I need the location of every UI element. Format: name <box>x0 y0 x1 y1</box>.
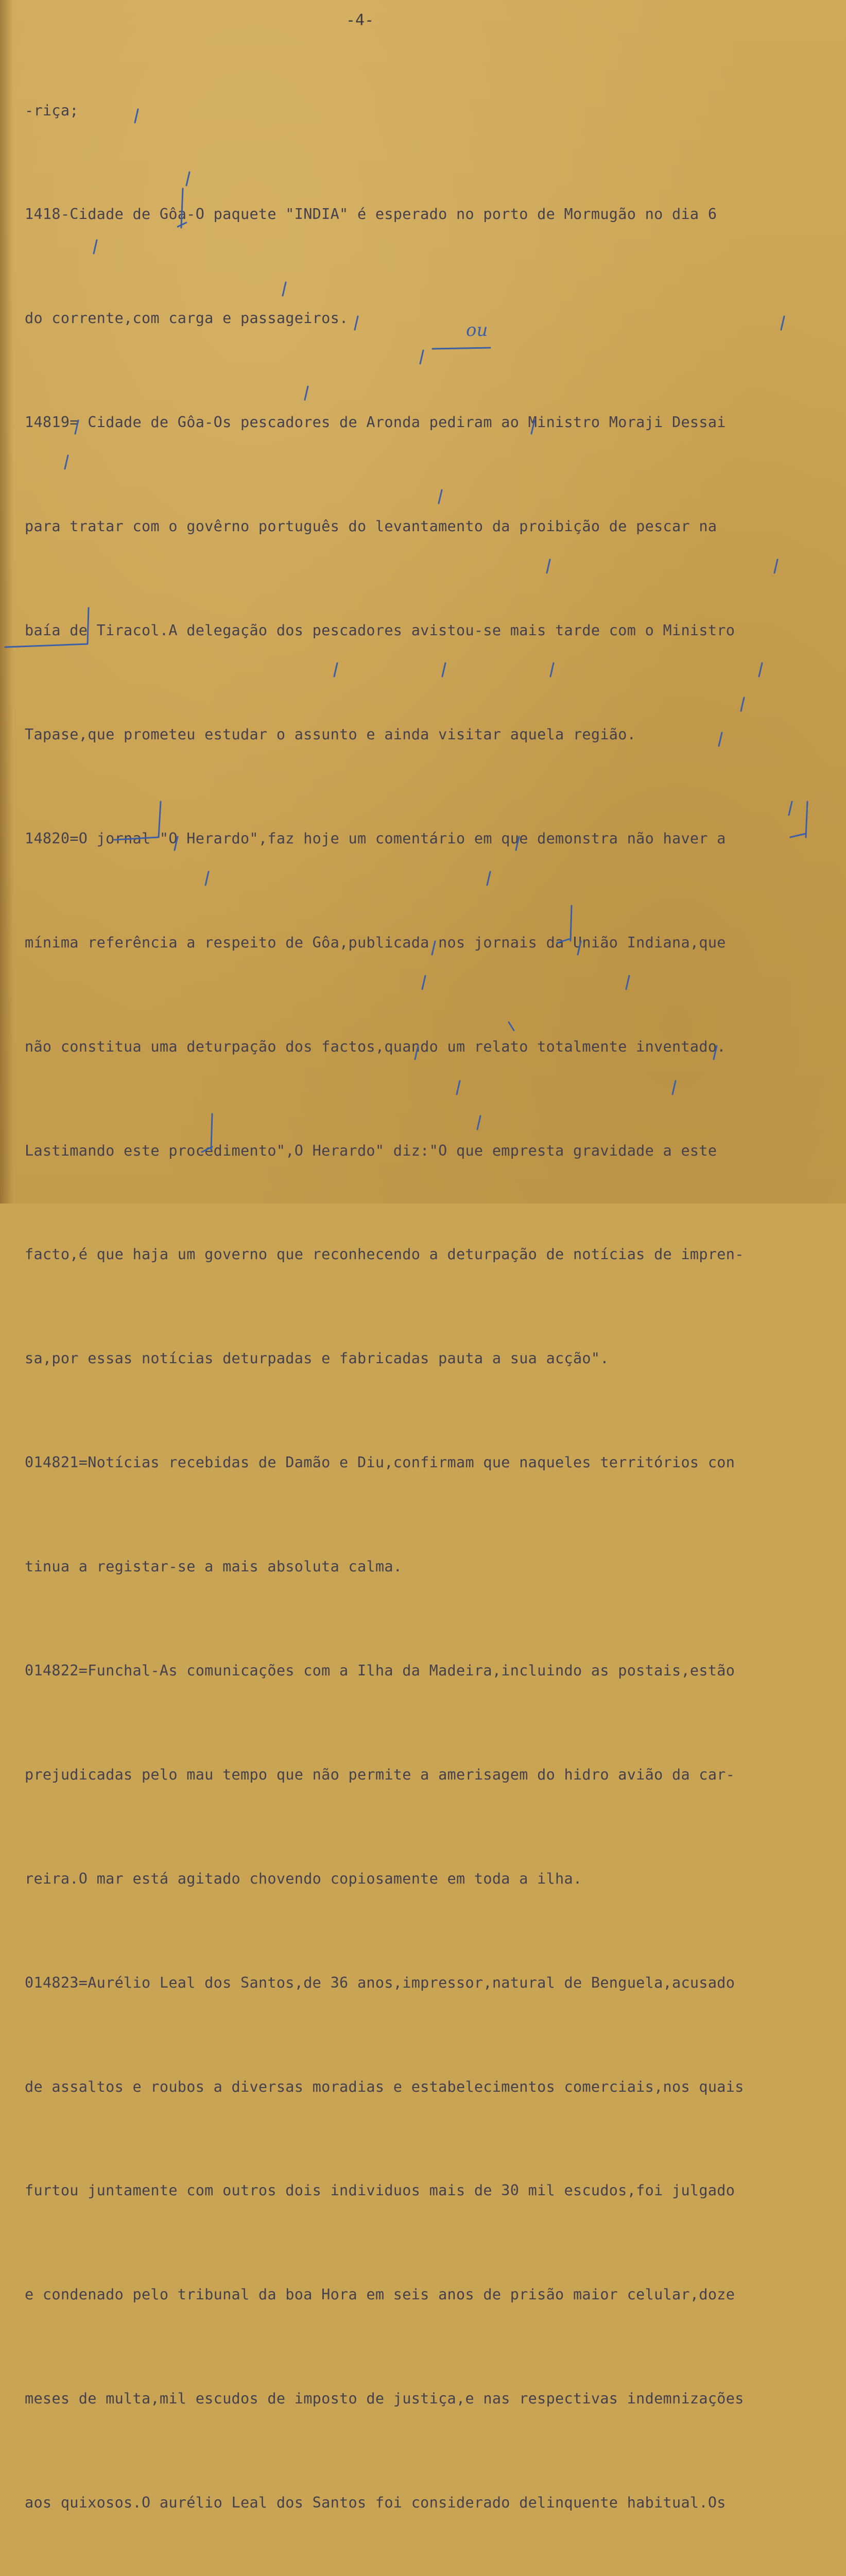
text-line: meses de multa,mil escudos de imposto de justiça,e nas respectivas indemnizações <box>25 2390 744 2408</box>
text-line: sa,por essas notícias deturpadas e fabricadas pauta a sua acção". <box>25 1350 609 1367</box>
text-line: reira.O mar está agitado chovendo copiosamente em toda a ilha. <box>25 1870 582 1887</box>
text-line: Tapase,que prometeu estudar o assunto e ainda visitar aquela região. <box>25 725 636 743</box>
text-line: 14820=O jornal "O Herardo",faz hoje um comentário em que demonstra não haver a <box>25 829 726 847</box>
text-line: 014823=Aurélio Leal dos Santos,de 36 anos,impressor,natural de Benguela,acusado <box>25 1974 735 1991</box>
text-line: 1418-Cidade de Gôa-O paquete "INDIA" é esperado no porto de Mormugão no dia 6 <box>25 206 717 223</box>
typed-text-body <box>25 24 838 2576</box>
text-line: prejudicadas pelo mau tempo que não permite a amerisagem do hidro avião da car- <box>25 1766 735 1783</box>
text-line: e condenado pelo tribunal da boa Hora em seis anos de prisão maior celular,doze <box>25 2286 735 2303</box>
text-line: mínima referência a respeito de Gôa,publicada nos jornais da União Indiana,que <box>25 934 726 951</box>
text-line: Lastimando este procedimento",O Herardo" diz:"O que empresta gravidade a este <box>25 1142 717 1159</box>
text-line: -riça; <box>25 101 79 119</box>
text-line: tinua a registar-se a mais absoluta calma. <box>25 1558 403 1575</box>
text-line: facto,é que haja um governo que reconhecendo a deturpação de notícias de impren- <box>25 1246 744 1263</box>
text-line: do corrente,com carga e passageiros. <box>25 310 349 327</box>
page-number: -4- <box>346 11 374 29</box>
text-line: 014822=Funchal-As comunicações com a Ilha da Madeira,incluindo as postais,estão <box>25 1662 735 1679</box>
text-line: baía de Tiracol.A delegação dos pescadores avistou-se mais tarde com o Ministro <box>25 622 735 639</box>
text-line: de assaltos e roubos a diversas moradias e estabelecimentos comerciais,nos quais <box>25 2078 744 2095</box>
text-line: não constitua uma deturpação dos factos,quando um relato totalmente inventado. <box>25 1038 726 1055</box>
page-edge-shadow <box>0 0 13 1204</box>
text-line: 14819= Cidade de Gôa-Os pescadores de Aronda pediram ao Ministro Moraji Dessai <box>25 414 726 431</box>
text-line: 014821=Notícias recebidas de Damão e Diu,confirmam que naqueles territórios con <box>25 1454 735 1471</box>
text-line: para tratar com o govêrno português do levantamento da proibição de pescar na <box>25 518 717 535</box>
pen-correction-ou: ou <box>466 320 488 341</box>
text-line: furtou juntamente com outros dois individuos mais de 30 mil escudos,foi julgado <box>25 2182 735 2199</box>
text-line: aos quixosos.O aurélio Leal dos Santos foi considerado delinquente habitual.Os <box>25 2494 726 2512</box>
